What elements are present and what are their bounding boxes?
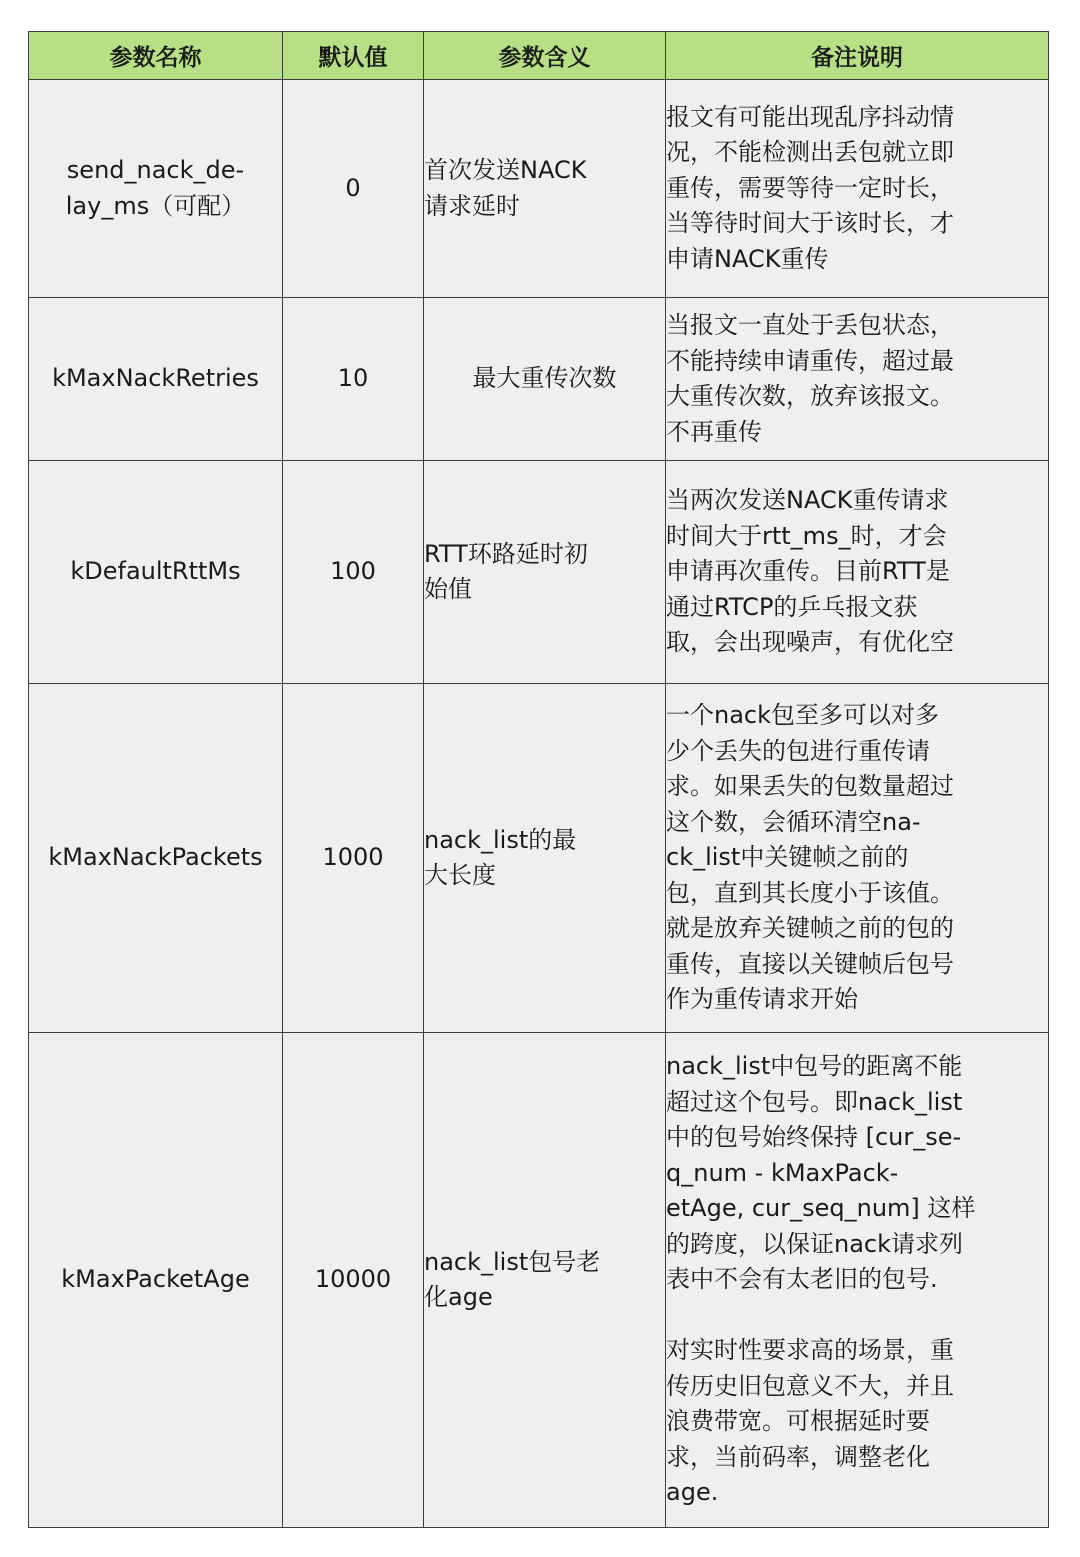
table-row [29,80,1049,298]
param-name-text: kMaxPacketAge [61,1265,250,1294]
cell-notes: 报文有可能出现乱序抖动情 况，不能检测出丢包就立即 重传，需要等待一定时长， 当等待时间大于该时长，才 申请NACK重传 [666,80,1049,298]
cell-param-name [29,684,283,1033]
cell-notes: 一个nack包至多可以对多 少个丢失的包进行重传请 求。如果丢失的包数量超过 这个数，会循环清空na- ck_list中关键帧之前的 包，直到其长度小于该值。 就是放弃关键帧之前的包的 重传，直接以关键帧后包号 作为重传请求开始 [666,684,1049,1033]
cell-param-meaning: nack_list的最 大长度 [424,684,666,1033]
parameter-table [28,31,1049,1528]
table-row [29,461,1049,684]
header-default-value: 默认值 [283,32,424,80]
cell-param-name [29,1033,283,1528]
header-notes: 备注说明 [666,32,1049,80]
header-row [29,32,1049,80]
cell-param-name [29,461,283,684]
cell-param-name [29,80,283,298]
table-row [29,684,1049,1033]
cell-param-meaning: 首次发送NACK 请求延时 [424,80,666,298]
param-name-text: kMaxNackRetries [52,364,259,393]
cell-notes: nack_list中包号的距离不能 超过这个包号。即nack_list 中的包号始终保持 [cur_se- q_num - kMaxPack- etAge, cur_seq_num] 这样 的跨度，以保证nack请求列 表中不会有太老旧的包号. 对实时性要求高的场景，重 传历史旧包意义不大，并且 浪费带宽。可根据延时要 求，当前码率，调整老化 age. [666,1033,1049,1528]
cell-param-name [29,298,283,461]
cell-default-value: 10 [283,298,424,461]
header-param-meaning: 参数含义 [424,32,666,80]
cell-notes: 当报文一直处于丢包状态， 不能持续申请重传，超过最 大重传次数，放弃该报文。 不再重传 [666,298,1049,461]
cell-default-value: 100 [283,461,424,684]
table-row [29,1033,1049,1528]
param-name-text: kDefaultRttMs [70,557,241,586]
cell-default-value: 10000 [283,1033,424,1528]
cell-notes: 当两次发送NACK重传请求 时间大于rtt_ms_时，才会 申请再次重传。目前RTT是 通过RTCP的乒乓报文获 取，会出现噪声，有优化空 [666,461,1049,684]
cell-default-value: 0 [283,80,424,298]
table-row [29,298,1049,461]
cell-param-meaning: RTT环路延时初 始值 [424,461,666,684]
cell-default-value: 1000 [283,684,424,1033]
cell-param-meaning: 最大重传次数 [424,298,666,461]
param-name-text: kMaxNackPackets [48,843,263,872]
param-name-text: send_nack_de- lay_ms（可配） [65,156,246,220]
cell-param-meaning: nack_list包号老 化age [424,1033,666,1528]
header-param-name: 参数名称 [29,32,283,80]
